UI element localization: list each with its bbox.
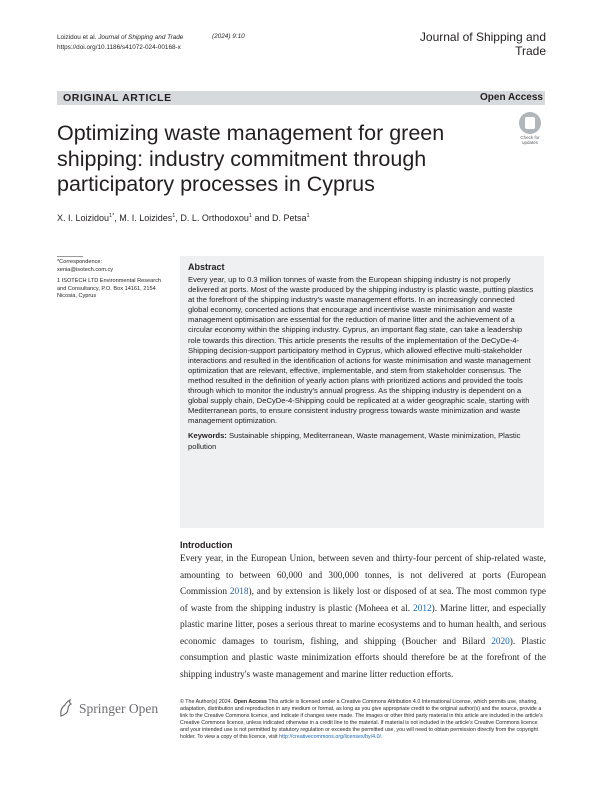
article-type-label: ORIGINAL ARTICLE bbox=[63, 92, 172, 104]
citation-link[interactable]: 2012 bbox=[413, 603, 432, 614]
author-name[interactable]: D. L. Orthodoxou bbox=[180, 213, 249, 223]
article-type-banner bbox=[57, 91, 545, 105]
correspondence-note bbox=[57, 256, 167, 301]
author-affiliation-mark: 1 bbox=[248, 213, 252, 219]
volume-info: (2024) 9:10 bbox=[212, 33, 245, 40]
open-access-notice: Open Access bbox=[233, 699, 267, 705]
check-for-updates-button[interactable] bbox=[513, 112, 547, 148]
springer-horse-icon bbox=[57, 698, 73, 718]
author-affiliation-mark: 1 bbox=[172, 213, 176, 219]
author-name[interactable]: D. Petsa bbox=[272, 213, 307, 223]
correspondence-label: *Correspondence: bbox=[57, 259, 103, 265]
author-affiliation-mark: 1* bbox=[109, 213, 115, 219]
abstract-heading: Abstract bbox=[188, 262, 225, 272]
intro-text: ). Marine litter, and especially plastic marine litter, poses a serious threat to marine ecosystems and to human health, and serious economic damages to tourism, fishing, and shipping (Boucher and Bilard bbox=[180, 603, 546, 647]
intro-text: ). Plastic consumption and plastic waste minimization efforts should therefore be at the forefront of the shipping industry's waste management and marine litter reduction efforts. bbox=[180, 636, 546, 680]
keywords-list: Sustainable shipping, Mediterranean, Waste management, Waste minimization, Plastic pollution bbox=[188, 431, 521, 451]
intro-text: Every year, in the European Union, between seven and thirty-four percent of ship-related waste, amounting to between 60,000 and 300,000 tonnes, is not delivered at ports (European Commission bbox=[180, 554, 546, 597]
intro-text: ), and by extension is likely lost or disposed of at sea. The most common type of waste from the shipping industry is plastic (Moheea et al. bbox=[180, 587, 546, 614]
license-text bbox=[180, 699, 546, 742]
author-affiliation-mark: 1 bbox=[306, 213, 310, 219]
citation-link[interactable]: 2020 bbox=[491, 636, 510, 647]
author-name[interactable]: X. I. Loizidou bbox=[57, 213, 110, 223]
introduction-heading: Introduction bbox=[180, 540, 233, 550]
doi-link[interactable]: https://doi.org/10.1186/s41072-024-00168-x bbox=[57, 44, 181, 51]
springer-open-logo bbox=[57, 698, 177, 720]
divider bbox=[57, 256, 83, 257]
affiliation-text: 1 ISOTECH LTD Environmental Research and Consultancy, P.O. Box 14161, 2154 Nicosia, Cyprus bbox=[57, 278, 162, 300]
abstract-body: Every year, up to 0.3 million tonnes of waste from the European shipping industry is not properly delivered at ports. Most of the waste produced by the shipping industry is plastic waste, putting plastics at the forefront of the shipping industry's waste management efforts. In an increasingly connected global economy, concerted actions that encourage and incentivise waste minimisation and waste management optimisation are essential for the reduction of marine litter and the achievement of a circular economy within the shipping industry. Cyprus, an important flag state, can take a leadership role towards this direction. This article presents the results of the implementation of the DeCyDe-4-Shipping decision-support participatory method in Cyprus, which allowed effective multi-stakeholder interactions and resulted in the identification of actions for waste minimisation and waste management optimization that are relevant, effective, implementable, and stem from stakeholder consensus. The method resulted in the definition of yearly action plans with prioritized actions and provided the tools through which to monitor the industry's annual progress. As the shipping industry is dependent on a global supply chain, DeCyDe-4-Shipping could be replicated at a wider geographic scale, starting with Mediterranean ports, to ensure consistent industry progress towards waste minimization and waste management optimization. bbox=[188, 275, 534, 426]
author-list: X. I. Loizidou$^{1*}$, M. I. Loizides$^1$, D. L. Orthodoxou$^1$ and D. Petsa$^1$ bbox=[57, 213, 310, 223]
license-body: This article is licensed under a Creative Commons Attribution 4.0 International License, which permits use, sharing, adaptation, distribution and reproduction in any medium or format, as long as you give appropriate credit to the original author(s) and the source, provide a link to the Creative Commons licence, and indicate if changes were made. The images or other third party material in this article are included in the article's Creative Commons licence, unless indicated otherwise in a credit line to the material. If material is not included in the article's Creative Commons licence and your intended use is not permitted by statutory regulation or exceeds the permitted use, you will need to obtain permission directly from the copyright holder. To view a copy of this licence, visit bbox=[180, 699, 543, 741]
citation-authors: Loizidou et al. bbox=[57, 34, 97, 41]
keywords-label: Keywords: bbox=[188, 431, 227, 441]
correspondence-email[interactable]: xenia@isotech.com.cy bbox=[57, 266, 114, 273]
open-access-label: Open Access bbox=[480, 92, 543, 103]
introduction-paragraph bbox=[180, 551, 546, 683]
keywords bbox=[188, 431, 536, 451]
check-updates-icon bbox=[519, 112, 541, 134]
check-updates-label: Check for updates bbox=[520, 135, 540, 145]
publisher-name: Springer Open bbox=[79, 701, 159, 716]
author-name[interactable]: M. I. Loizides bbox=[119, 213, 173, 223]
journal-name: Journal of Shipping and Trade bbox=[419, 30, 546, 58]
article-title: Optimizing waste management for green shipping: industry commitment through participatory processes in Cyprus bbox=[57, 121, 445, 196]
citation-link[interactable]: 2018 bbox=[229, 587, 249, 597]
copyright-text: © The Author(s) 2024. bbox=[180, 699, 233, 705]
abstract-box bbox=[180, 256, 544, 528]
citation-journal: Journal of Shipping and Trade bbox=[98, 34, 184, 41]
license-link[interactable]: http://creativecommons.org/licenses/by/4.0/. bbox=[279, 734, 383, 741]
